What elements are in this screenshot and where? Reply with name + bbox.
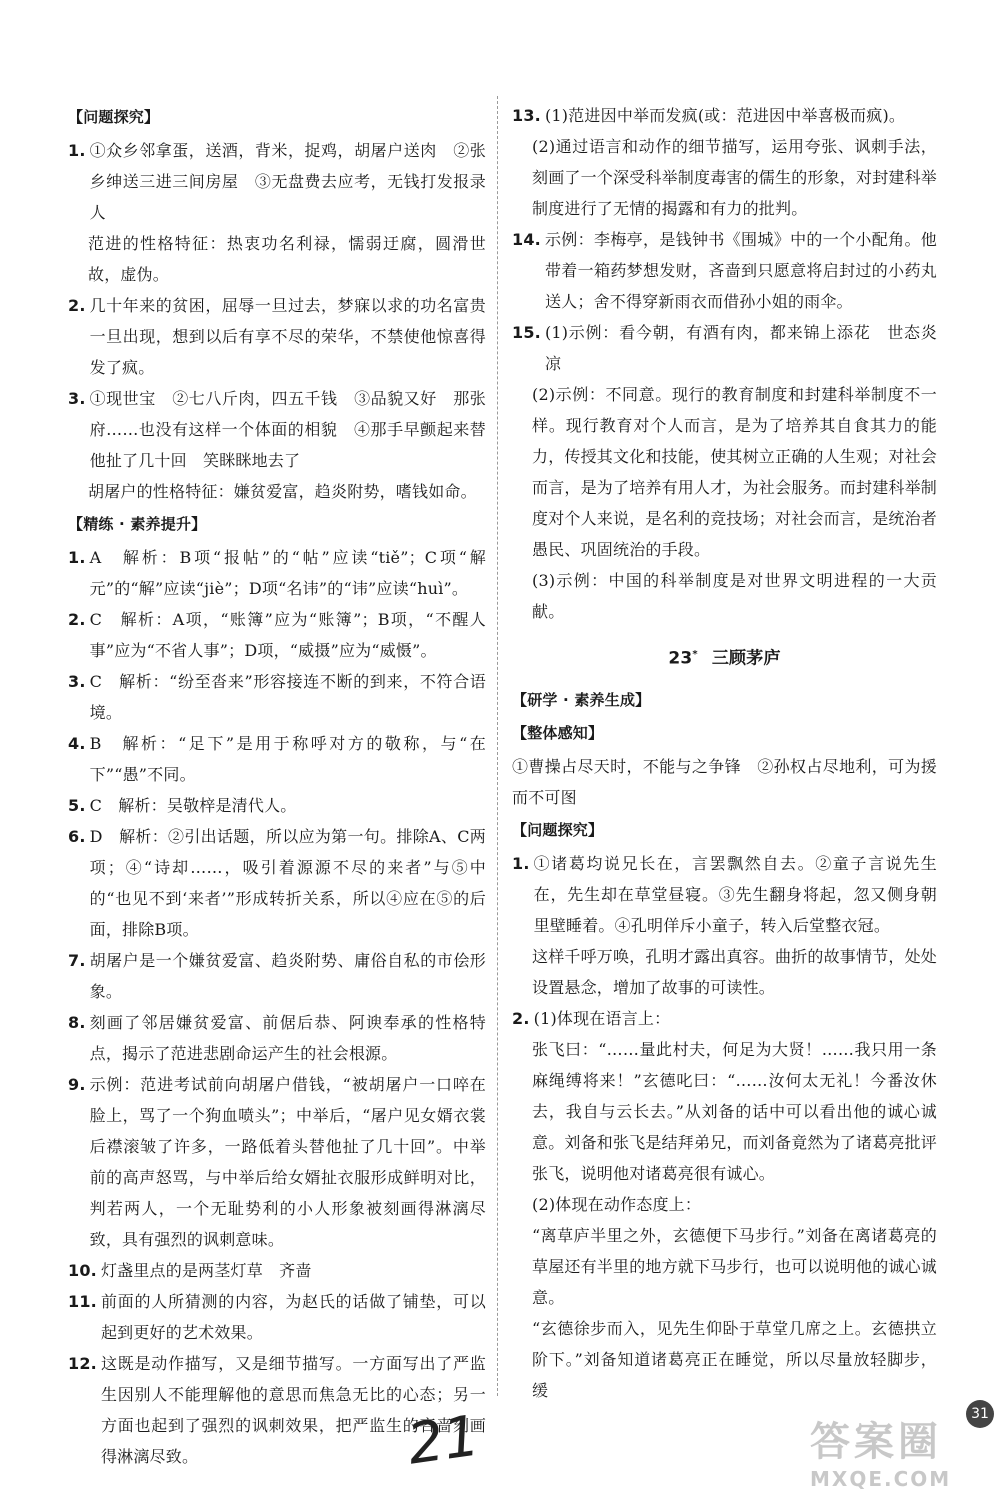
exercise-number: 11. xyxy=(68,1292,97,1311)
heading-jinglian: 【精练 · 素养提升】 xyxy=(68,515,207,533)
left-column xyxy=(68,100,486,1472)
question-text: ①现世宝 ②七八斤肉，四五千钱 ③品貌又好 那张府……也没有这样一个体面的相貌 ④那手早颤起来替他扯了几十回 笑眯眯地去了 xyxy=(89,389,486,470)
answer-paragraph: (2)示例：不同意。现行的教育制度和封建科举制度不一样。现行教育对个人而言，是为了培养其自食其力的能力，传授其文化和技能，使其树立正确的人生观；对社会而言，是为了培养有用人才，为社会服务。而封建科举制度对个人来说，是名利的竞技场；对社会而言，是统治者愚民、巩固统治的手段。 xyxy=(532,385,938,559)
exercise-number: 7. xyxy=(68,951,86,970)
exercise-text: 刻画了邻居嫌贫爱富、前倨后恭、阿谀奉承的性格特点，揭示了范进悲剧命运产生的社会根源。 xyxy=(89,1013,486,1063)
exercise-text: 胡屠户是一个嫌贫爱富、趋炎附势、庸俗自私的市侩形象。 xyxy=(89,951,486,1001)
question-number: 2. xyxy=(512,1008,530,1028)
watermark-text-en: MXQE.COM xyxy=(810,1467,952,1491)
question-number: 1. xyxy=(68,141,86,160)
answer-paragraph: 胡屠户的性格特征：嫌贫爱富，趋炎附势，嗜钱如命。 xyxy=(88,482,477,501)
exercise-number: 6. xyxy=(68,827,86,846)
exercise-number: 4. xyxy=(68,734,86,753)
exercise-item xyxy=(68,1255,486,1286)
exercise-item xyxy=(68,790,486,821)
exercise-text: 前面的人所猜测的内容，为赵氏的话做了铺垫，可以起到更好的艺术效果。 xyxy=(100,1292,486,1342)
answer-paragraph: 张飞曰：“……量此村夫，何足为大贤！……我只用一条麻绳缚将来！”玄德叱曰：“……汝何太无礼！今番汝休去，我自与云长去。”从刘备的话中可以看出他的诚心诚意。刘备和张飞是结拜弟兄，而刘备竟然为了诸葛亮批评张飞，说明他对诸葛亮很有诚心。 xyxy=(532,1039,938,1183)
question-item xyxy=(512,317,937,379)
exercise-number: 8. xyxy=(68,1013,86,1032)
exercise-item xyxy=(68,728,486,790)
exercise-number: 10. xyxy=(68,1261,97,1280)
question-number: 1. xyxy=(512,853,530,873)
question-text: (1)范进因中举而发疯(或：范进因中举喜极而疯)。 xyxy=(544,106,906,125)
exercise-item xyxy=(68,945,486,1007)
exercise-item xyxy=(68,666,486,728)
exercise-number: 9. xyxy=(68,1075,86,1094)
answer-paragraph: “玄德徐步而入，见先生仰卧于草堂几席之上。玄德拱立阶下。”刘备知道诸葛亮正在睡觉，所以尽量放轻脚步，缓 xyxy=(532,1318,937,1400)
heading-wenti-tanjiu-2: 【问题探究】 xyxy=(512,820,604,839)
exercise-number: 5. xyxy=(68,796,86,815)
question-item xyxy=(68,135,486,228)
exercise-text: B 解析：“足下”是用于称呼对方的敬称，与“在下”“愚”不同。 xyxy=(89,734,486,784)
exercise-item xyxy=(68,542,486,604)
exercise-item xyxy=(68,1069,486,1255)
exercise-text: A 解析：B项“报帖”的“帖”应读“tiě”；C项“解元”的“解”应读“jiè”；D项“名讳”的“讳”应读“huì”。 xyxy=(89,548,486,598)
exercise-text: D 解析：②引出话题，所以应为第一句。排除A、C两项；④“诗却……，吸引着源源不尽的来者”与⑤中的“也见不到‘来者’”形成转折关系，所以④应在⑤的后面，排除B项。 xyxy=(89,827,486,939)
exercise-text: 示例：范进考试前向胡屠户借钱，“被胡屠户一口啐在脸上，骂了一个狗血喷头”；中举后，“屠户见女婿衣裳后襟滚皱了许多，一路低着头替他扯了几十回”。中举前的高声怒骂，与中举后给女婿扯衣服形成鲜明对比，判若两人，一个无耻势利的小人形象被刻画得淋漓尽致，具有强烈的讽刺意味。 xyxy=(89,1075,486,1249)
exercise-list xyxy=(68,542,486,1472)
question-number: 2. xyxy=(68,296,86,315)
section-number: 23 xyxy=(668,648,693,669)
answer-paragraph: (3)示例：中国的科举制度是对世界文明进程的一大贡献。 xyxy=(532,571,937,621)
exercise-number: 3. xyxy=(68,672,86,691)
question-number: 13. xyxy=(512,106,541,125)
exercise-text: C 解析：A项，“账簿”应为“账簿”；B项，“不醒人事”应为“不省人事”；D项，“威摄”应为“威慑”。 xyxy=(89,610,486,660)
exercise-text: 这既是动作描写，又是细节描写。一方面写出了严监生因别人不能理解他的意思而焦急无比的心态；另一方面也起到了强烈的讽刺效果，把严监生的吝啬刻画得淋漓尽致。 xyxy=(100,1354,486,1466)
answer-paragraph: 范进的性格特征：热衷功名利禄，懦弱迂腐，圆滑世故，虚伪。 xyxy=(88,234,486,284)
exercise-text: C 解析：“纷至沓来”形容接连不断的到来，不符合语境。 xyxy=(89,672,486,722)
column-divider xyxy=(497,96,498,1396)
answer-paragraph: (2)体现在动作态度上： xyxy=(532,1194,702,1214)
question-item xyxy=(512,848,937,941)
handwritten-page-number: 21 xyxy=(403,1403,484,1478)
question-item xyxy=(68,290,486,383)
page-number-badge: 31 xyxy=(966,1400,994,1428)
exercise-item xyxy=(68,821,486,945)
question-text: ①众乡邻拿蛋，送酒，背米，捉鸡，胡屠户送肉 ②张乡绅送三进三间房屋 ③无盘费去应考，无钱打发报录人 xyxy=(89,141,486,222)
right-column xyxy=(512,100,937,1406)
exercise-number: 1. xyxy=(68,548,86,567)
exercise-item xyxy=(68,604,486,666)
question-item xyxy=(512,224,937,317)
question-number: 14. xyxy=(512,230,541,249)
section-star: * xyxy=(692,649,698,660)
exercise-text: C 解析：吴敬梓是清代人。 xyxy=(89,796,297,815)
question-text: 几十年来的贫困，屈辱一旦过去，梦寐以求的功名富贵一旦出现，想到以后有享不尽的荣华，不禁使他惊喜得发了疯。 xyxy=(89,296,486,377)
question-number: 15. xyxy=(512,323,541,342)
heading-zhengti-ganzhi: 【整体感知】 xyxy=(512,723,604,742)
question-item xyxy=(512,1003,937,1034)
question-text: (1)示例：看今朝，有酒有肉，都来锦上添花 世态炎凉 xyxy=(544,323,937,373)
section-name: 三顾茅庐 xyxy=(711,648,781,669)
answer-paragraph: “离草庐半里之外，玄德便下马步行。”刘备在离诸葛亮的草屋还有半里的地方就下马步行，也可以说明他的诚心诚意。 xyxy=(532,1225,938,1307)
answer-paragraph: (2)通过语言和动作的细节描写，运用夸张、讽刺手法，刻画了一个深受科举制度毒害的儒生的形象，对封建科举制度进行了无情的揭露和有力的批判。 xyxy=(532,137,938,218)
exercise-number: 12. xyxy=(68,1354,97,1373)
overview-text: ①曹操占尽天时，不能与之争锋 ②孙权占尽地利，可为援而不可图 xyxy=(512,756,937,807)
answer-paragraph: 这样千呼万唤，孔明才露出真容。曲折的故事情节，处处设置悬念，增加了故事的可读性。 xyxy=(532,946,938,997)
exercise-item xyxy=(68,1007,486,1069)
exercise-number: 2. xyxy=(68,610,86,629)
heading-yanxue: 【研学 · 素养生成】 xyxy=(512,690,651,709)
question-text: (1)体现在语言上： xyxy=(533,1008,671,1028)
heading-wenti-tanjiu: 【问题探究】 xyxy=(68,108,160,126)
question-text: ①诸葛均说兄长在，言罢飘然自去。②童子言说先生在，先生却在草堂昼寝。③先生翻身将起，忽又侧身朝里壁睡着。④孔明佯斥小童子，转入后堂整衣冠。 xyxy=(533,853,937,935)
section-title xyxy=(512,639,937,675)
question-item xyxy=(512,100,937,131)
question-item xyxy=(68,383,486,476)
exercise-item xyxy=(68,1286,486,1348)
exercise-text: 灯盏里点的是两茎灯草 齐啬 xyxy=(100,1261,312,1280)
watermark-text-cn: 答案圈 xyxy=(810,1419,942,1465)
question-text: 示例：李梅亭，是钱钟书《围城》中的一个小配角。他带着一箱药梦想发财，吝啬到只愿意将启封过的小药丸送人；舍不得穿新雨衣而借孙小姐的雨伞。 xyxy=(544,230,937,311)
watermark-logo xyxy=(810,1410,951,1491)
question-number: 3. xyxy=(68,389,86,408)
